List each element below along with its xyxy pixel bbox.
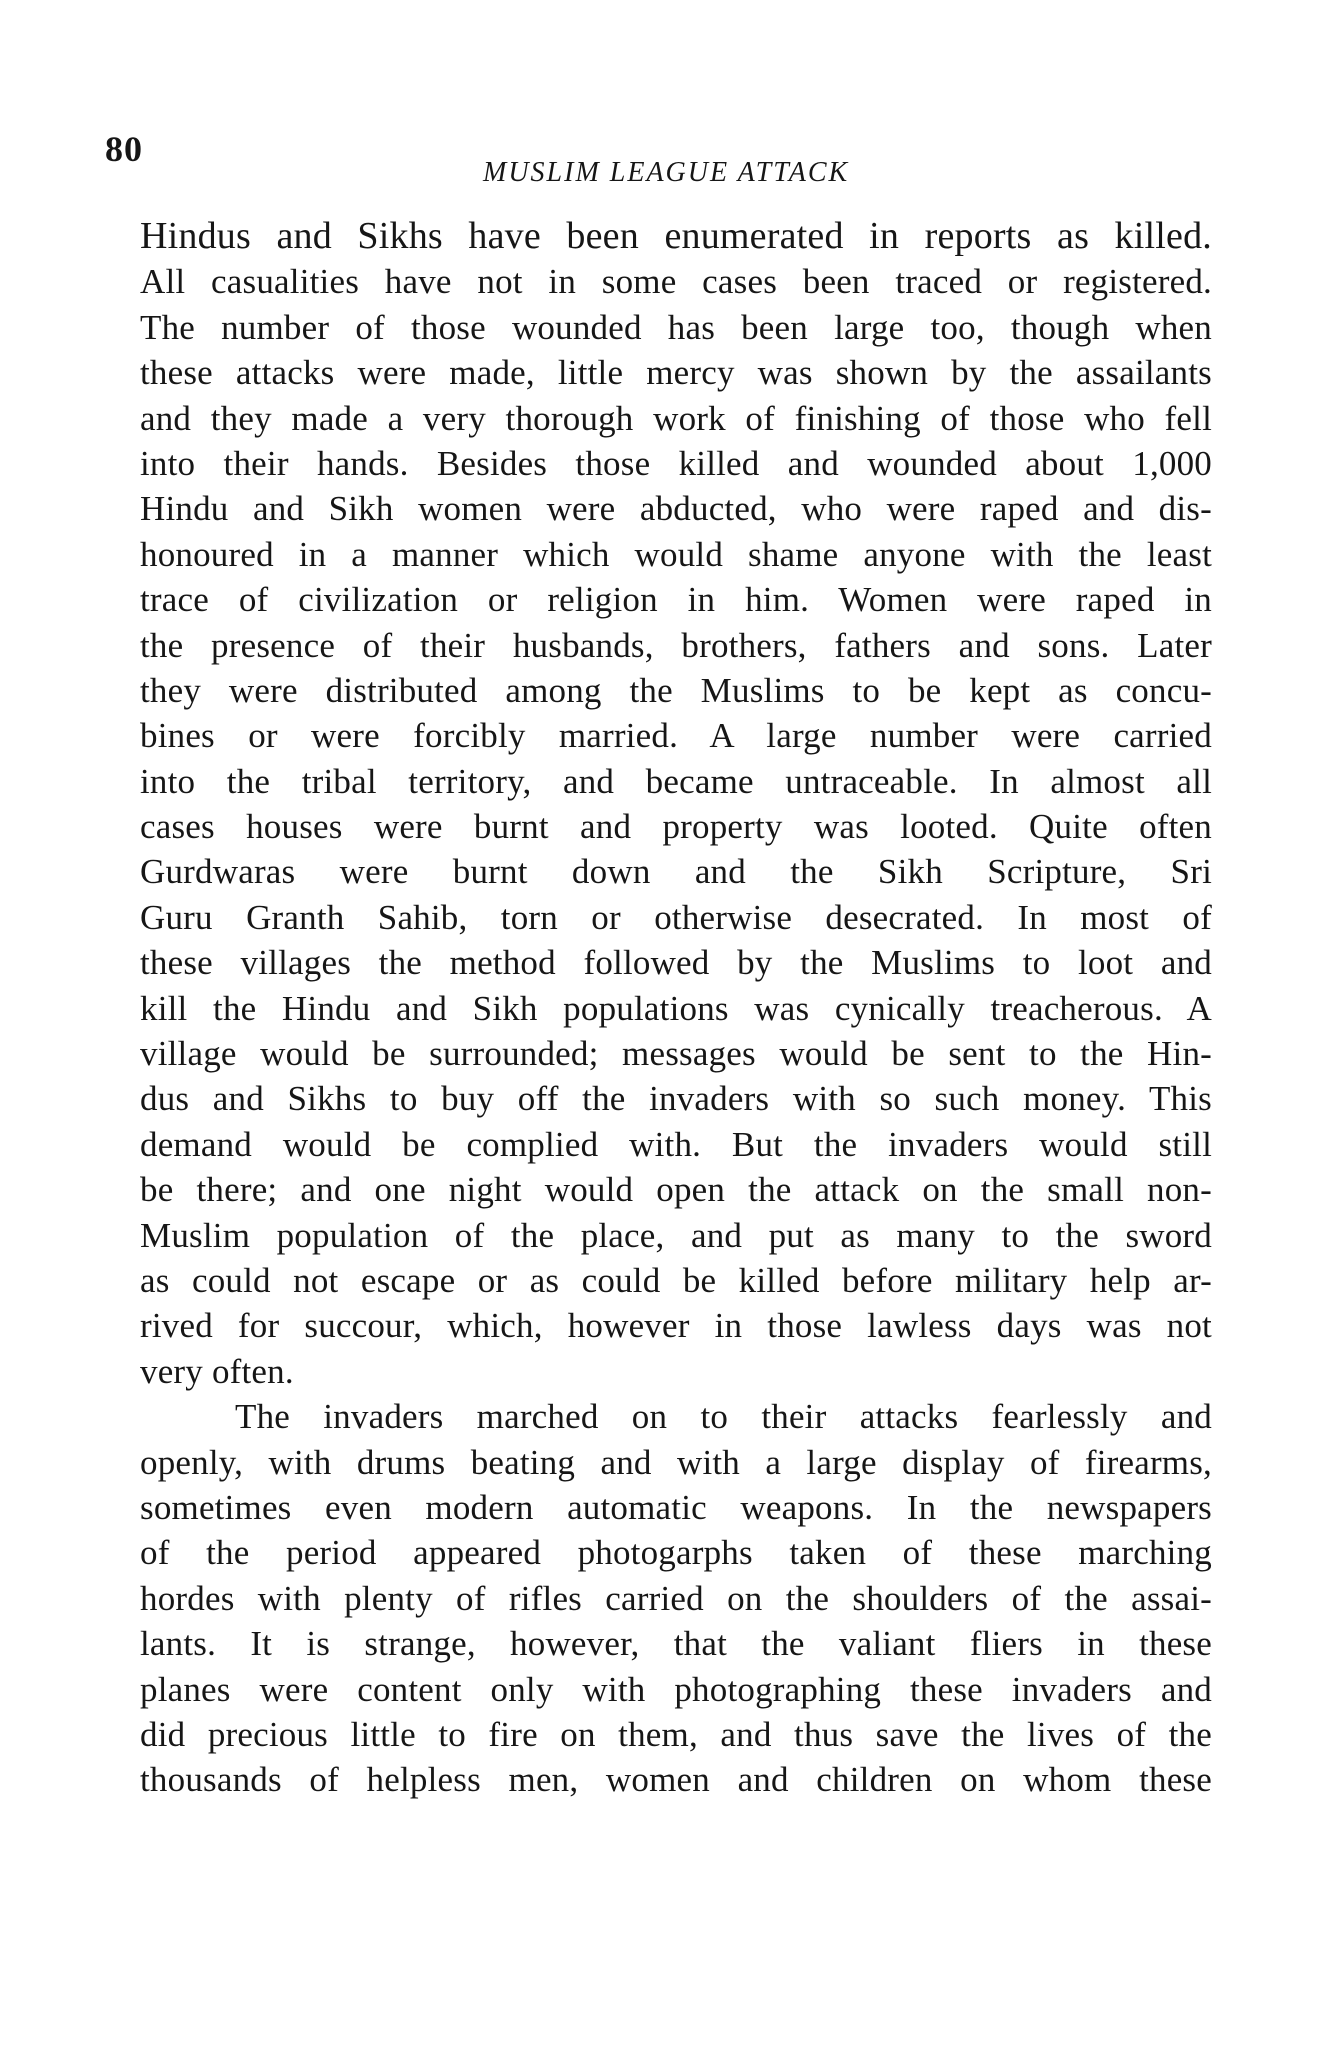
text-line: these villages the method followed by the Muslims to loot and xyxy=(140,943,1212,983)
text-line: did precious little to fire on them, and thus save the lives of the xyxy=(140,1714,1212,1754)
text-line: Hindus and Sikhs have been enumerated in reports as killed. xyxy=(140,215,1212,257)
text-line: The number of those wounded has been large too, though when xyxy=(140,307,1212,347)
text-line: be there; and one night would open the attack on the small non- xyxy=(140,1170,1212,1210)
body-text xyxy=(140,214,1212,1803)
text-line: lants. It is strange, however, that the valiant fliers in these xyxy=(140,1624,1212,1664)
text-line: kill the Hindu and Sikh populations was cynically treacherous. A xyxy=(140,988,1212,1028)
text-line: as could not escape or as could be killed before military help ar- xyxy=(140,1260,1212,1300)
text-line: into their hands. Besides those killed and wounded about 1,000 xyxy=(140,443,1212,483)
text-line: demand would be complied with. But the invaders would still xyxy=(140,1124,1212,1164)
text-line: All casualities have not in some cases been traced or registered. xyxy=(140,262,1212,302)
text-line: these attacks were made, little mercy was shown by the assailants xyxy=(140,353,1212,393)
text-line: honoured in a manner which would shame anyone with the least xyxy=(140,534,1212,574)
text-line: Muslim population of the place, and put as many to the sword xyxy=(140,1215,1212,1255)
text-line: sometimes even modern automatic weapons. In the newspapers xyxy=(140,1487,1212,1527)
text-line: The invaders marched on to their attacks fearlessly and xyxy=(235,1397,1212,1437)
text-line: cases houses were burnt and property was looted. Quite often xyxy=(140,807,1212,847)
text-line: rived for succour, which, however in those lawless days was not xyxy=(140,1306,1212,1346)
page-number: 80 xyxy=(105,129,143,169)
text-line: of the period appeared photogarphs taken of these marching xyxy=(140,1533,1212,1573)
text-line: hordes with plenty of rifles carried on the shoulders of the assai- xyxy=(140,1578,1212,1618)
running-head: MUSLIM LEAGUE ATTACK xyxy=(483,157,850,188)
text-line: the presence of their husbands, brothers, fathers and sons. Later xyxy=(140,625,1212,665)
text-line: thousands of helpless men, women and children on whom these xyxy=(140,1760,1212,1800)
text-line: very often. xyxy=(140,1351,294,1391)
text-line: bines or were forcibly married. A large number were carried xyxy=(140,716,1212,756)
paragraph-2 xyxy=(140,1394,1212,1803)
text-line: trace of civilization or religion in him. Women were raped in xyxy=(140,580,1212,620)
text-line: dus and Sikhs to buy off the invaders with so such money. This xyxy=(140,1079,1212,1119)
paragraph-1 xyxy=(140,214,1212,1394)
text-line: planes were content only with photographing these invaders and xyxy=(140,1669,1212,1709)
text-line: and they made a very thorough work of finishing of those who fell xyxy=(140,398,1212,438)
text-line: openly, with drums beating and with a large display of firearms, xyxy=(140,1442,1212,1482)
text-line: into the tribal territory, and became untraceable. In almost all xyxy=(140,761,1212,801)
text-line: Guru Granth Sahib, torn or otherwise desecrated. In most of xyxy=(140,897,1212,937)
text-line: village would be surrounded; messages would be sent to the Hin- xyxy=(140,1034,1212,1074)
text-line: Hindu and Sikh women were abducted, who were raped and dis- xyxy=(140,489,1212,529)
text-line: Gurdwaras were burnt down and the Sikh Scripture, Sri xyxy=(140,852,1212,892)
text-line: they were distributed among the Muslims to be kept as concu- xyxy=(140,670,1212,710)
